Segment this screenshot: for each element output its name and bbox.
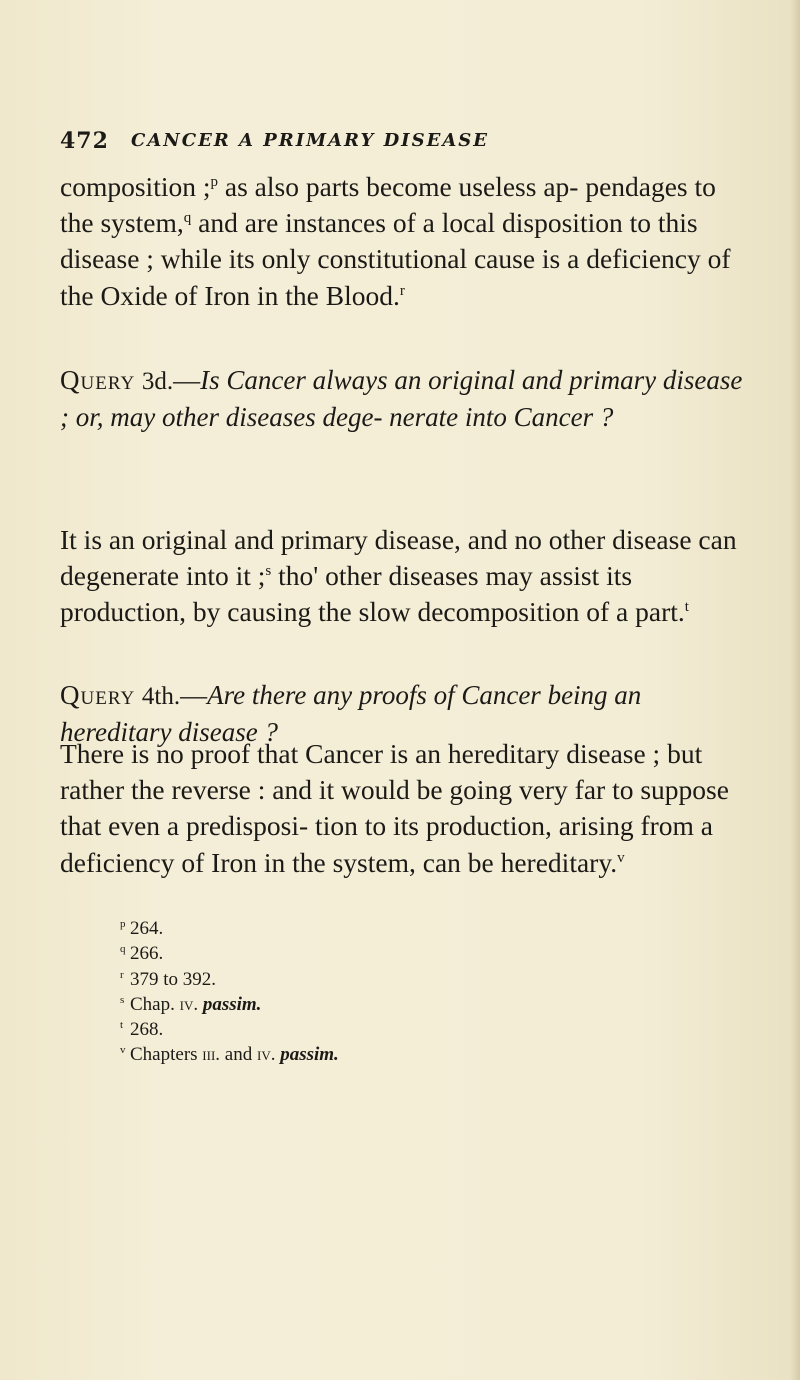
paragraph-1-text-c: and are instances of a local disposition to this disease ; while its only constitutional cause is a deficiency of the Oxide of Iron in the Blood.: [60, 207, 731, 311]
query-3-label: Query: [60, 365, 136, 395]
query-4-question: Are there any proofs of Cancer being an hereditary disease ?: [60, 680, 642, 747]
footnote-marker: t: [120, 1019, 124, 1032]
footnote-roman: iii.: [202, 1044, 221, 1066]
footnote-ref-r: r: [399, 282, 405, 299]
footnote-text: 264.: [130, 918, 164, 939]
footnote-text: 268.: [130, 1019, 164, 1041]
footnote-ref-t: t: [684, 599, 689, 616]
footnote-ref-s: s: [265, 563, 272, 580]
footnote-r: [120, 965, 339, 990]
query-3: [60, 363, 750, 434]
footnote-t: [120, 1015, 339, 1040]
footnote-marker: p: [120, 918, 126, 930]
footnote-ref-p: p: [210, 174, 218, 190]
footnote-roman-2: iv.: [256, 1044, 276, 1066]
query-3-question: Is Cancer always an original and primary disease ; or, may other diseases dege- nerate into Cancer ?: [60, 365, 743, 432]
footnote-roman: iv.: [179, 993, 199, 1015]
footnote-marker: r: [120, 968, 124, 981]
query-3-dash: —: [173, 365, 201, 395]
query-4-label: Query: [60, 680, 136, 710]
query-3-number: 3d.: [141, 368, 174, 395]
footnote-p: [120, 914, 339, 939]
footnote-text: Chap.: [130, 993, 180, 1015]
footnote-ref-q: q: [183, 210, 192, 227]
paragraph-1-text-a: composition ;: [60, 171, 211, 202]
paragraph-3: [60, 736, 750, 881]
footnote-marker: q: [120, 943, 126, 956]
footnote-marker: v: [120, 1044, 126, 1057]
paragraph-2-text-a: It is an original and primary disease, and no other disease can degenerate into it ;: [60, 524, 737, 592]
paragraph-1-text-b: as also parts become useless ap- pendages to the system,: [60, 171, 716, 239]
footnote-text-b: and: [220, 1044, 257, 1066]
footnote-q: [120, 939, 339, 964]
footnote-v: [120, 1040, 339, 1065]
footnote-italic: passim.: [202, 993, 262, 1015]
paragraph-1: [60, 169, 750, 314]
footnotes: [120, 914, 339, 1066]
footnote-italic: passim.: [280, 1044, 339, 1066]
paragraph-2: [60, 522, 750, 631]
footnote-text: Chapters: [130, 1044, 203, 1066]
paragraph-2-text-b: tho' other diseases may assist its production, by causing the slow decomposition of a part.: [60, 560, 685, 628]
paragraph-3-text-a: There is no proof that Cancer is an hereditary disease ; but rather the reverse : and it would be going very far to suppose that even a predisposi- tion to its production, arising from a deficiency of Iron in the system, can be hereditary.: [60, 738, 729, 878]
footnote-s: [120, 990, 339, 1015]
footnote-text: 379 to 392.: [130, 968, 217, 990]
footnote-ref-v: v: [617, 849, 625, 866]
page-number: 472: [60, 128, 109, 154]
running-head: [60, 128, 620, 158]
query-4-number: 4th.: [141, 683, 181, 710]
footnote-marker: s: [120, 993, 125, 1006]
query-4-dash: —: [180, 680, 208, 710]
page-edge-shadow: [790, 0, 800, 1380]
footnote-text: 266.: [130, 943, 164, 965]
running-title: CANCER A PRIMARY DISEASE: [131, 130, 490, 151]
